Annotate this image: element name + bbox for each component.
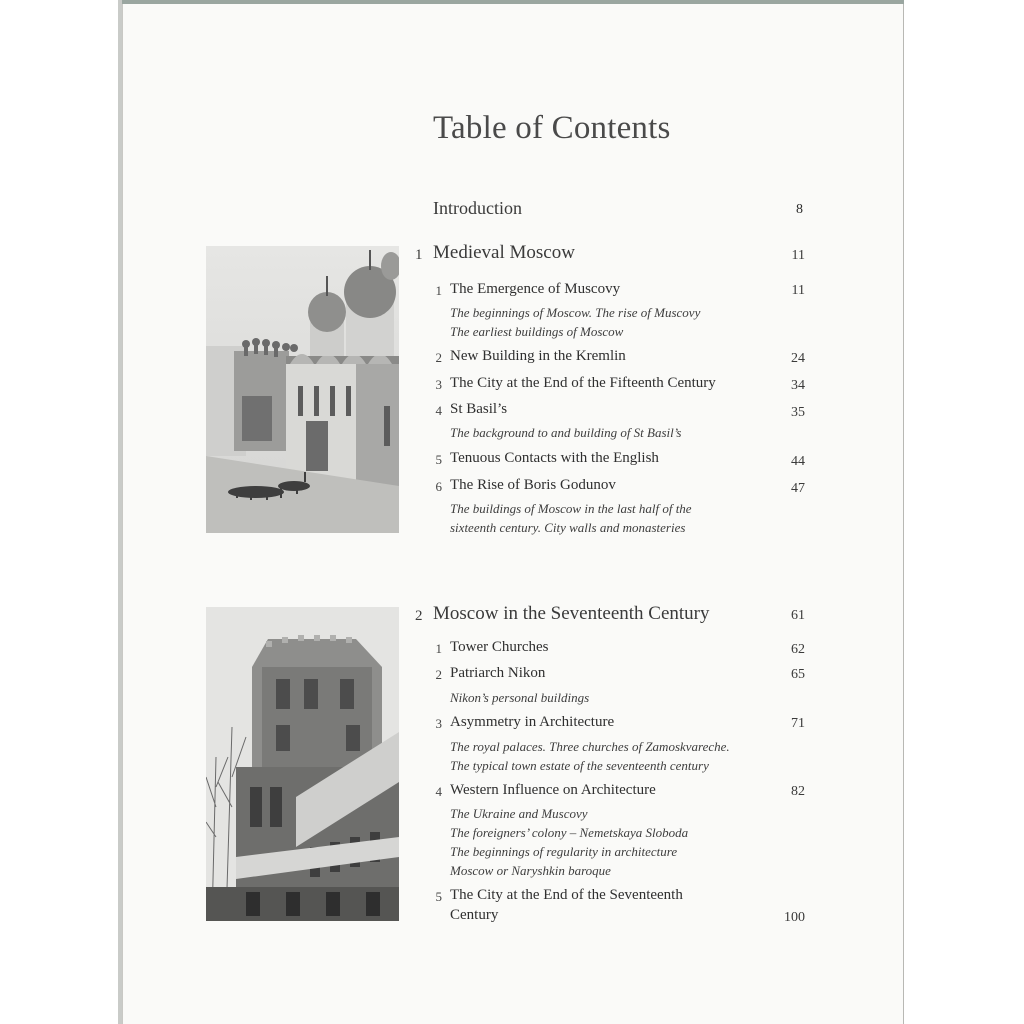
- section-number: 3: [435, 716, 442, 731]
- section-subtopic: The beginnings of regularity in architecture: [450, 844, 678, 859]
- section-subtopic: The Ukraine and Muscovy: [450, 806, 588, 821]
- chapter-2-number: 2: [415, 608, 423, 624]
- section-number: 4: [435, 403, 442, 418]
- tower-church-image: [206, 607, 399, 921]
- left-margin: [0, 0, 122, 1024]
- chapter-1-title: Medieval Moscow: [433, 242, 575, 263]
- section-number: 1: [435, 283, 442, 298]
- section-page: 62: [791, 642, 805, 657]
- section-page: 35: [791, 405, 805, 420]
- section-number: 1: [435, 641, 442, 656]
- section-title: The Emergence of Muscovy: [450, 281, 621, 297]
- section-page: 34: [791, 378, 805, 393]
- section-title: The City at the End of the Seventeenth: [450, 887, 683, 903]
- page-top-edge: [122, 0, 904, 4]
- section-number: 3: [435, 377, 442, 392]
- section-subtopic: The typical town estate of the seventeenth century: [450, 758, 709, 773]
- kremlin-cathedral-image: [206, 246, 399, 533]
- section-title: Tower Churches: [450, 639, 549, 655]
- section-subtopic: The background to and building of St Basil’s: [450, 425, 682, 440]
- right-margin: [904, 0, 1024, 1024]
- section-title: The City at the End of the Fifteenth Century: [450, 375, 716, 391]
- chapter-1-number: 1: [415, 247, 423, 263]
- section-title: New Building in the Kremlin: [450, 348, 626, 364]
- section-number: 6: [435, 479, 442, 494]
- section-page: 44: [791, 454, 805, 469]
- section-page: 71: [791, 716, 805, 731]
- section-number: 2: [435, 667, 442, 682]
- chapter-1-page: 11: [791, 248, 805, 263]
- section-page: 65: [791, 667, 805, 682]
- chapter-2-title: Moscow in the Seventeenth Century: [433, 603, 710, 624]
- section-subtopic: The earliest buildings of Moscow: [450, 324, 624, 339]
- section-number: 5: [435, 452, 442, 467]
- section-subtopic: The royal palaces. Three churches of Zamoskvareche.: [450, 739, 730, 754]
- chapter-2-page: 61: [791, 608, 805, 623]
- section-page: 24: [791, 351, 805, 366]
- section-number: 5: [435, 889, 442, 904]
- introduction-page: 8: [796, 202, 803, 217]
- section-number: 2: [435, 350, 442, 365]
- section-title: Western Influence on Architecture: [450, 782, 656, 798]
- section-subtopic: The beginnings of Moscow. The rise of Muscovy: [450, 305, 701, 320]
- section-number: 4: [435, 784, 442, 799]
- section-page: 100: [784, 910, 805, 925]
- section-page: 82: [791, 784, 805, 799]
- section-subtopic: sixteenth century. City walls and monasteries: [450, 520, 686, 535]
- section-subtopic: Nikon’s personal buildings: [450, 690, 590, 705]
- section-subtopic: The buildings of Moscow in the last half of the: [450, 501, 692, 516]
- section-subtopic: The foreigners’ colony – Nemetskaya Sloboda: [450, 825, 689, 840]
- section-page: 47: [791, 481, 805, 496]
- section-title: Asymmetry in Architecture: [450, 714, 615, 730]
- section-title: Tenuous Contacts with the English: [450, 450, 659, 466]
- section-title-continued: Century: [450, 907, 499, 923]
- section-page: 11: [791, 283, 805, 298]
- section-title: Patriarch Nikon: [450, 665, 546, 681]
- section-title: The Rise of Boris Godunov: [450, 477, 616, 493]
- kremlin-cathedral-photo: [206, 246, 399, 533]
- section-subtopic: Moscow or Naryshkin baroque: [450, 863, 611, 878]
- tower-church-photo: [206, 607, 399, 921]
- introduction-label: Introduction: [433, 198, 522, 218]
- page-title: Table of Contents: [433, 110, 671, 146]
- section-title: St Basil’s: [450, 401, 508, 417]
